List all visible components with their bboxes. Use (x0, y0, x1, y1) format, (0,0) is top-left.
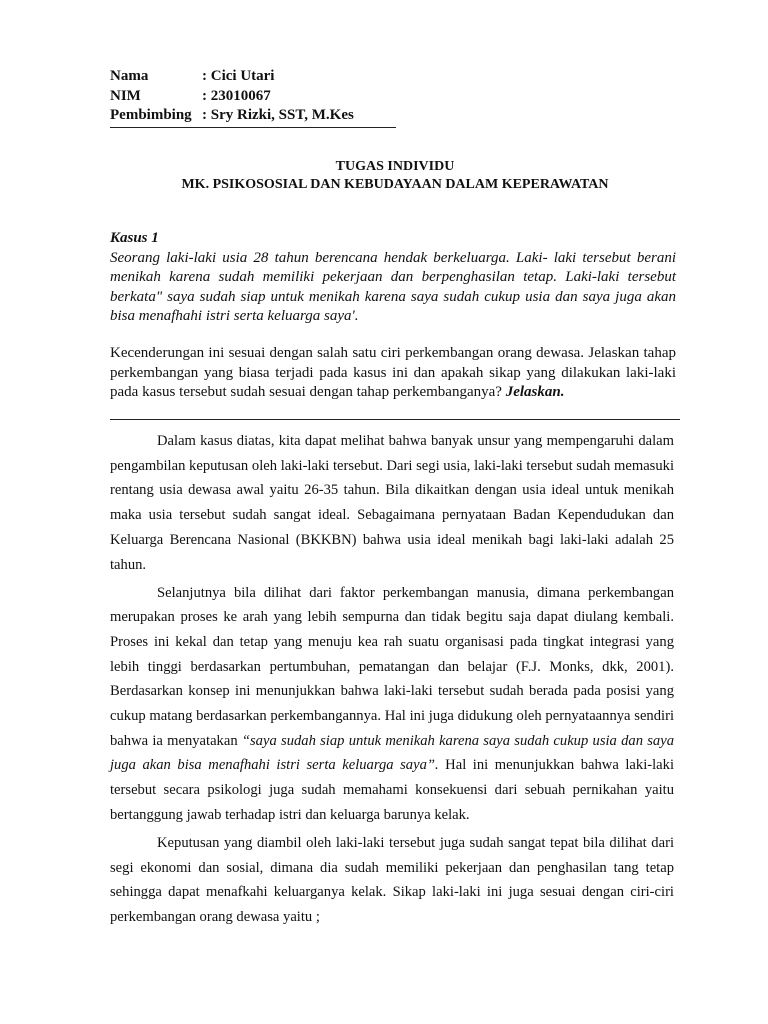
answer-p2-before: Selanjutnya bila dilihat dari faktor perkembangan manusia, dimana perkembangan merupakan proses ke arah yang lebih sempurna dan tidak begitu saja dapat diulang kembali. Proses ini kekal dan tetap yang menuju kea rah suatu organisasi pada tingkat integrasi yang lebih tinggi berdasarkan pertumbuhan, pematangan dan belajar (F.J. Monks, dkk, 2001). Berdasarkan konsep ini menunjukkan bahwa laki-laki tersebut sudah berada pada posisi yang cukup matang berdasarkan perkembangannya. Hal ini juga didukung oleh pernyataannya sendiri bahwa ia menyatakan (110, 584, 674, 749)
case-section (110, 229, 676, 327)
document-title: TUGAS INDIVIDU (335, 159, 455, 174)
question-text (110, 344, 676, 403)
course-title: MK. PSIKOSOSIAL DAN KEBUDAYAAN DALAM KEPERAWATAN (181, 177, 609, 192)
identity-block (110, 67, 354, 126)
answer-p2-quote: “saya sudah siap untuk menikah karena saya sudah cukup usia dan saya juga akan bisa menafhahi istri serta keluarga saya”. (110, 732, 674, 774)
identity-row-supervisor (110, 106, 354, 126)
name-label: Nama (110, 68, 149, 84)
nim-value: : 23010067 (202, 87, 271, 104)
case-text: Seorang laki-laki usia 28 tahun berencana hendak berkeluarga. Laki- laki tersebut berani menikah karena sudah memiliki pekerjaan dan berpenghasilan tetap. Laki-laki tersebut berkata" saya sudah siap untuk menikah karena saya sudah cukup usia dan saya juga akan bisa menafhahi istri serta keluarga saya'. (110, 249, 676, 324)
nim-label: NIM (110, 87, 141, 104)
supervisor-value: : Sry Rizki, SST, M.Kes (202, 107, 354, 123)
case-heading: Kasus 1 (110, 230, 159, 246)
answer-paragraph-1: Dalam kasus diatas, kita dapat melihat bahwa banyak unsur yang mempengaruhi dalam pengambilan keputusan oleh laki-laki tersebut. Dari segi usia, laki-laki tersebut sudah memasuki rentang usia dewasa awal yaitu 26-35 tahun. Bila dikaitkan dengan usia ideal untuk menikah maka usia tersebut sudah sangat ideal. Sebagaimana pernyataan Badan Kependudukan dan Keluarga Berencana Nasional (BKKBN) bahwa usia ideal menikah bagi laki-laki adalah 25 tahun. (110, 433, 674, 573)
answer-paragraph-2 (110, 581, 674, 828)
answer-paragraph-3: Keputusan yang diambil oleh laki-laki tersebut juga sudah sangat tepat bila dilihat dari segi ekonomi dan sosial, dimana dia sudah memiliki pekerjaan dan penghasilan tang tetap sehingga dapat menafkahi keluarganya kelak. Sikap laki-laki ini juga sesuai dengan ciri-ciri perkembangan orang dewasa yaitu ; (110, 834, 674, 925)
identity-row-name (110, 67, 354, 87)
divider-line (110, 419, 680, 420)
identity-underline (110, 127, 396, 128)
answer-section (110, 429, 674, 933)
answer-p2-after: Hal ini menunjukkan bahwa laki-laki tersebut secara psikologi juga sudah memahami konsekuensi dari sebuah pernikahan yaitu bertanggung jawab terhadap istri dan keluarga barunya kelak. (110, 757, 674, 823)
identity-row-nim (110, 87, 354, 107)
question-body: Kecenderungan ini sesuai dengan salah satu ciri perkembangan orang dewasa. Jelaskan tahap perkembangan yang biasa terjadi pada kasus ini dan apakah sikap yang dilakukan laki-laki pada kasus tersebut sudah sesuai dengan tahap perkembanganya? (110, 345, 676, 400)
question-emphasis: Jelaskan. (505, 384, 565, 400)
name-value: : Cici Utari (202, 68, 275, 84)
supervisor-label: Pembimbing (110, 107, 192, 123)
